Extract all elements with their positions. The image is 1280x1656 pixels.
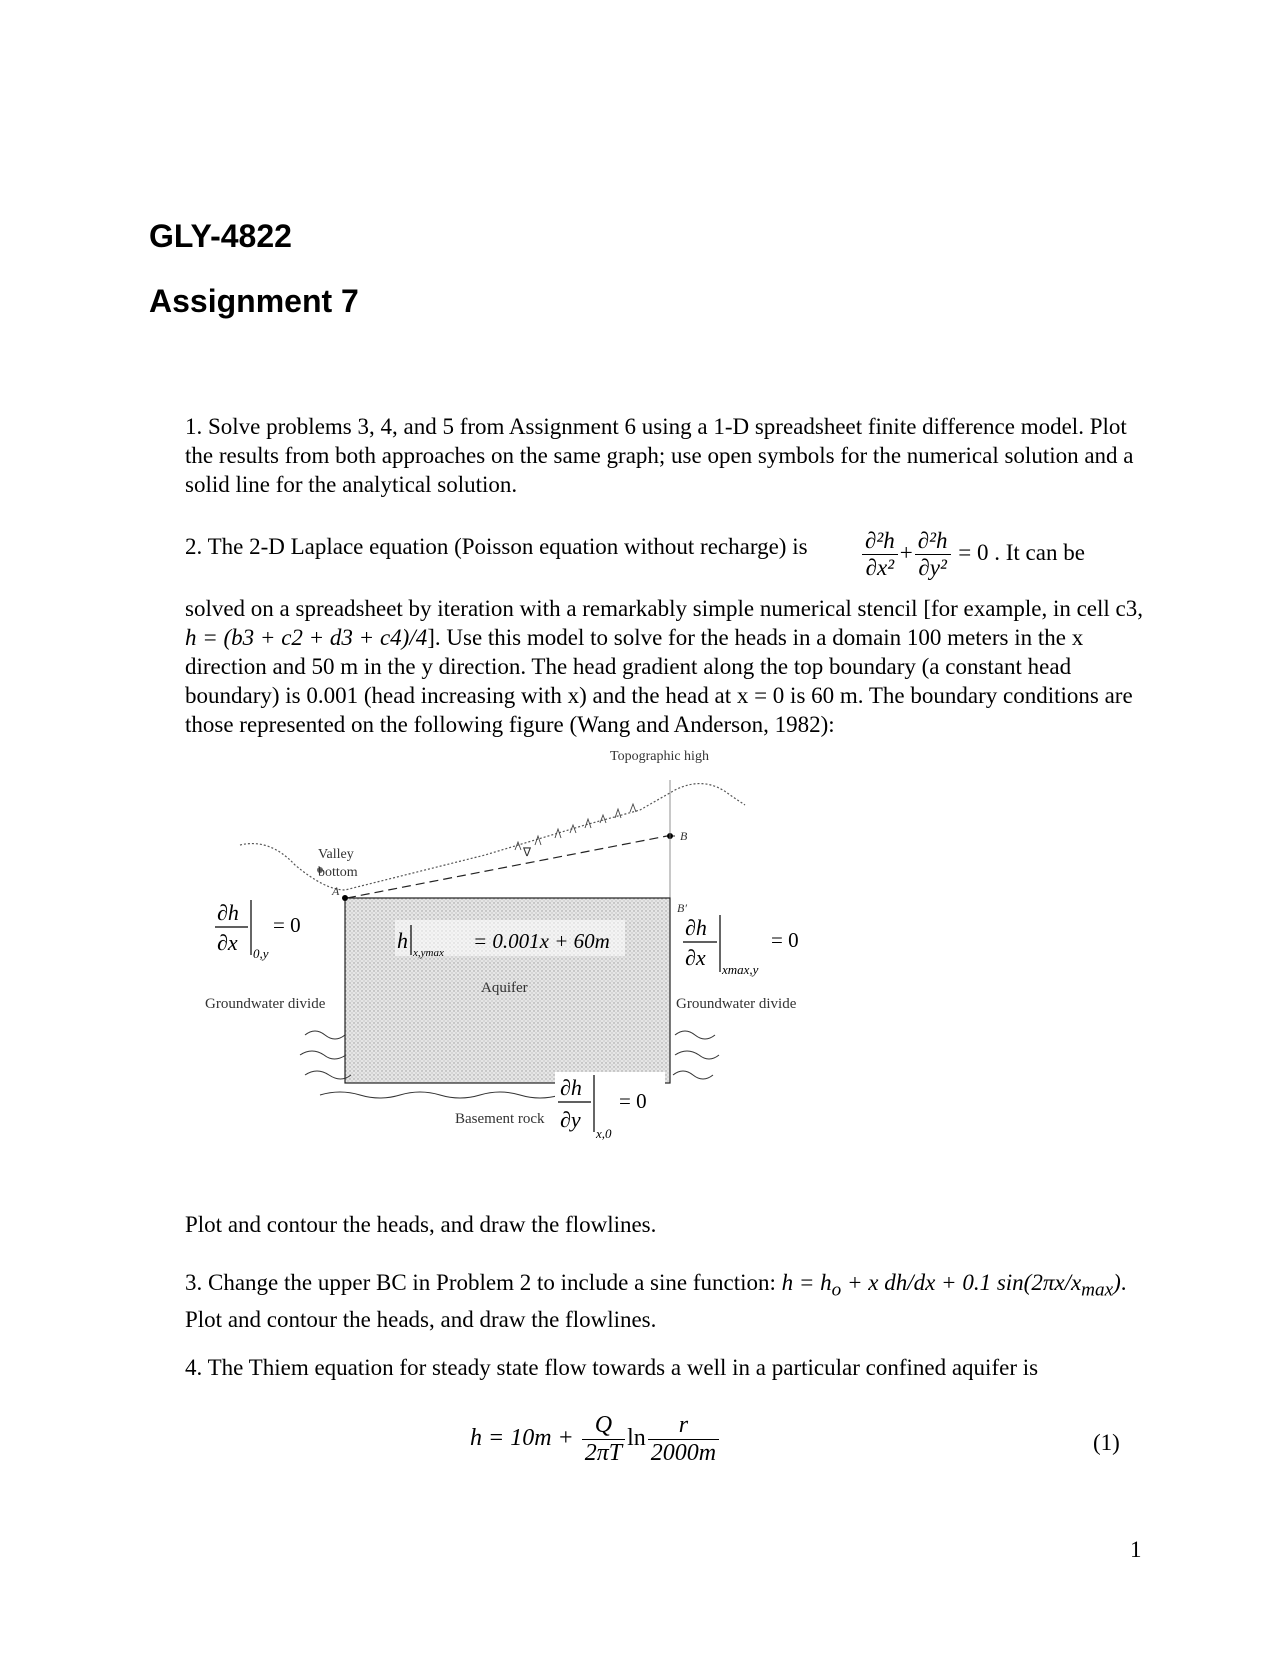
left-bc-num: ∂h [217, 900, 239, 925]
point-a-dot [342, 895, 348, 901]
label-b: B [680, 829, 688, 843]
vegetation [515, 804, 636, 850]
bottom-bc-sub: x,0 [596, 1126, 612, 1141]
right-bc-eq: = 0 [771, 928, 799, 952]
course-code: GLY-4822 [149, 218, 292, 254]
top-bc-sub: x,ymax [413, 947, 444, 959]
label-a: A [332, 884, 340, 898]
d2h-dy2-fraction: $\frac{\text{∂²h}}{\text{∂y²}}$ [915, 528, 951, 581]
d2h-dx2-fraction: $\frac{\text{∂²h}}{\text{∂x²}}$ [862, 528, 898, 581]
water-table [347, 836, 667, 898]
thiem-ln: ln [627, 1425, 646, 1452]
plot-instruction: Plot and contour the heads, and draw the flowlines. [185, 1212, 657, 1237]
right-bc-den: ∂x [685, 945, 706, 970]
right-bc-sub: xmax,y [722, 962, 759, 977]
problem-1: 1. Solve problems 3, 4, and 5 from Assignment 6 using a 1-D spreadsheet finite difference model. Plot the results from both approaches on the same graph; use open symbols for the numerical solution and a solid line for the analytical solution. [185, 414, 1134, 497]
water-table-symbol: ∇ [523, 845, 532, 859]
label-b-prime: B′ [677, 901, 687, 915]
label-aquifer: Aquifer [481, 980, 528, 996]
equation-number: (1) [1093, 1430, 1120, 1455]
label-basement-rock: Basement rock [455, 1111, 545, 1127]
problem-2-intro: 2. The 2-D Laplace equation (Poisson equation without recharge) is [185, 534, 808, 559]
problem-4: 4. The Thiem equation for steady state flow towards a well in a particular confined aquifer is [185, 1355, 1039, 1380]
page-number: 1 [1130, 1537, 1142, 1562]
assignment-title: Assignment 7 [149, 283, 359, 319]
laplace-equation-tail: = 0 . It can be [958, 539, 1085, 565]
problem-2-body: solved on a spreadsheet by iteration with a remarkably simple numerical stencil [for example, in cell c3, h = (b3 + c2 + d3 + c4)/4]. Use this model to solve for the heads in a domain 100 meters in the x direction and 50 m in the y direction. The head gradient along the top boundary (a constant head boundary) is 0.001 (head increasing with x) and the head at x = 0 is 60 m. The boundary conditions are those represented on the following figure (Wang and Anderson, 1982): [185, 596, 1144, 737]
label-groundwater-divide-left: Groundwater divide [205, 996, 326, 1012]
right-bc-num: ∂h [685, 915, 707, 940]
thiem-q-fraction: $\frac{Q}{2\pi T}$ [582, 1412, 625, 1467]
top-bc-h: h [397, 928, 408, 953]
thiem-lhs: h = 10m + [470, 1425, 574, 1452]
problem-3: 3. Change the upper BC in Problem 2 to include a sine function: $h = h_o + x$ dh/dx + 0.1 $\sin(2\pi x/x_{max})$. Plot and contour the heads, and draw the flowlines. [185, 1270, 1127, 1332]
sine-bc-formula: $h = h_o + x$ dh/dx + 0.1 $\sin(2\pi x/x_{max})$ [781, 1270, 1121, 1301]
bottom-bc-den: ∂y [560, 1107, 581, 1132]
left-bc-den: ∂x [217, 930, 238, 955]
left-bc-sub: 0,y [253, 946, 269, 961]
laplace-equation: $\frac{\text{∂²h}}{\text{∂x²}}$ + $\frac{\text{∂²h}}{\text{∂y²}}$ = 0 . It can be [860, 528, 1085, 581]
label-topographic-high: Topographic high [610, 750, 709, 764]
stencil-formula: h = (b3 + c2 + d3 + c4)/4 [185, 625, 428, 650]
top-bc-eq: = 0.001x + 60m [473, 929, 610, 953]
bottom-bc-eq: = 0 [619, 1089, 647, 1113]
boundary-conditions-figure [185, 750, 875, 1190]
label-groundwater-divide-right: Groundwater divide [676, 996, 797, 1012]
bottom-bc-num: ∂h [560, 1075, 582, 1100]
label-valley: Valley [318, 847, 354, 862]
left-bc-eq: = 0 [273, 913, 301, 937]
label-bottom: bottom [318, 865, 358, 880]
thiem-equation [470, 1412, 721, 1467]
thiem-r-fraction: $\frac{r}{2000m}$ [648, 1412, 719, 1467]
